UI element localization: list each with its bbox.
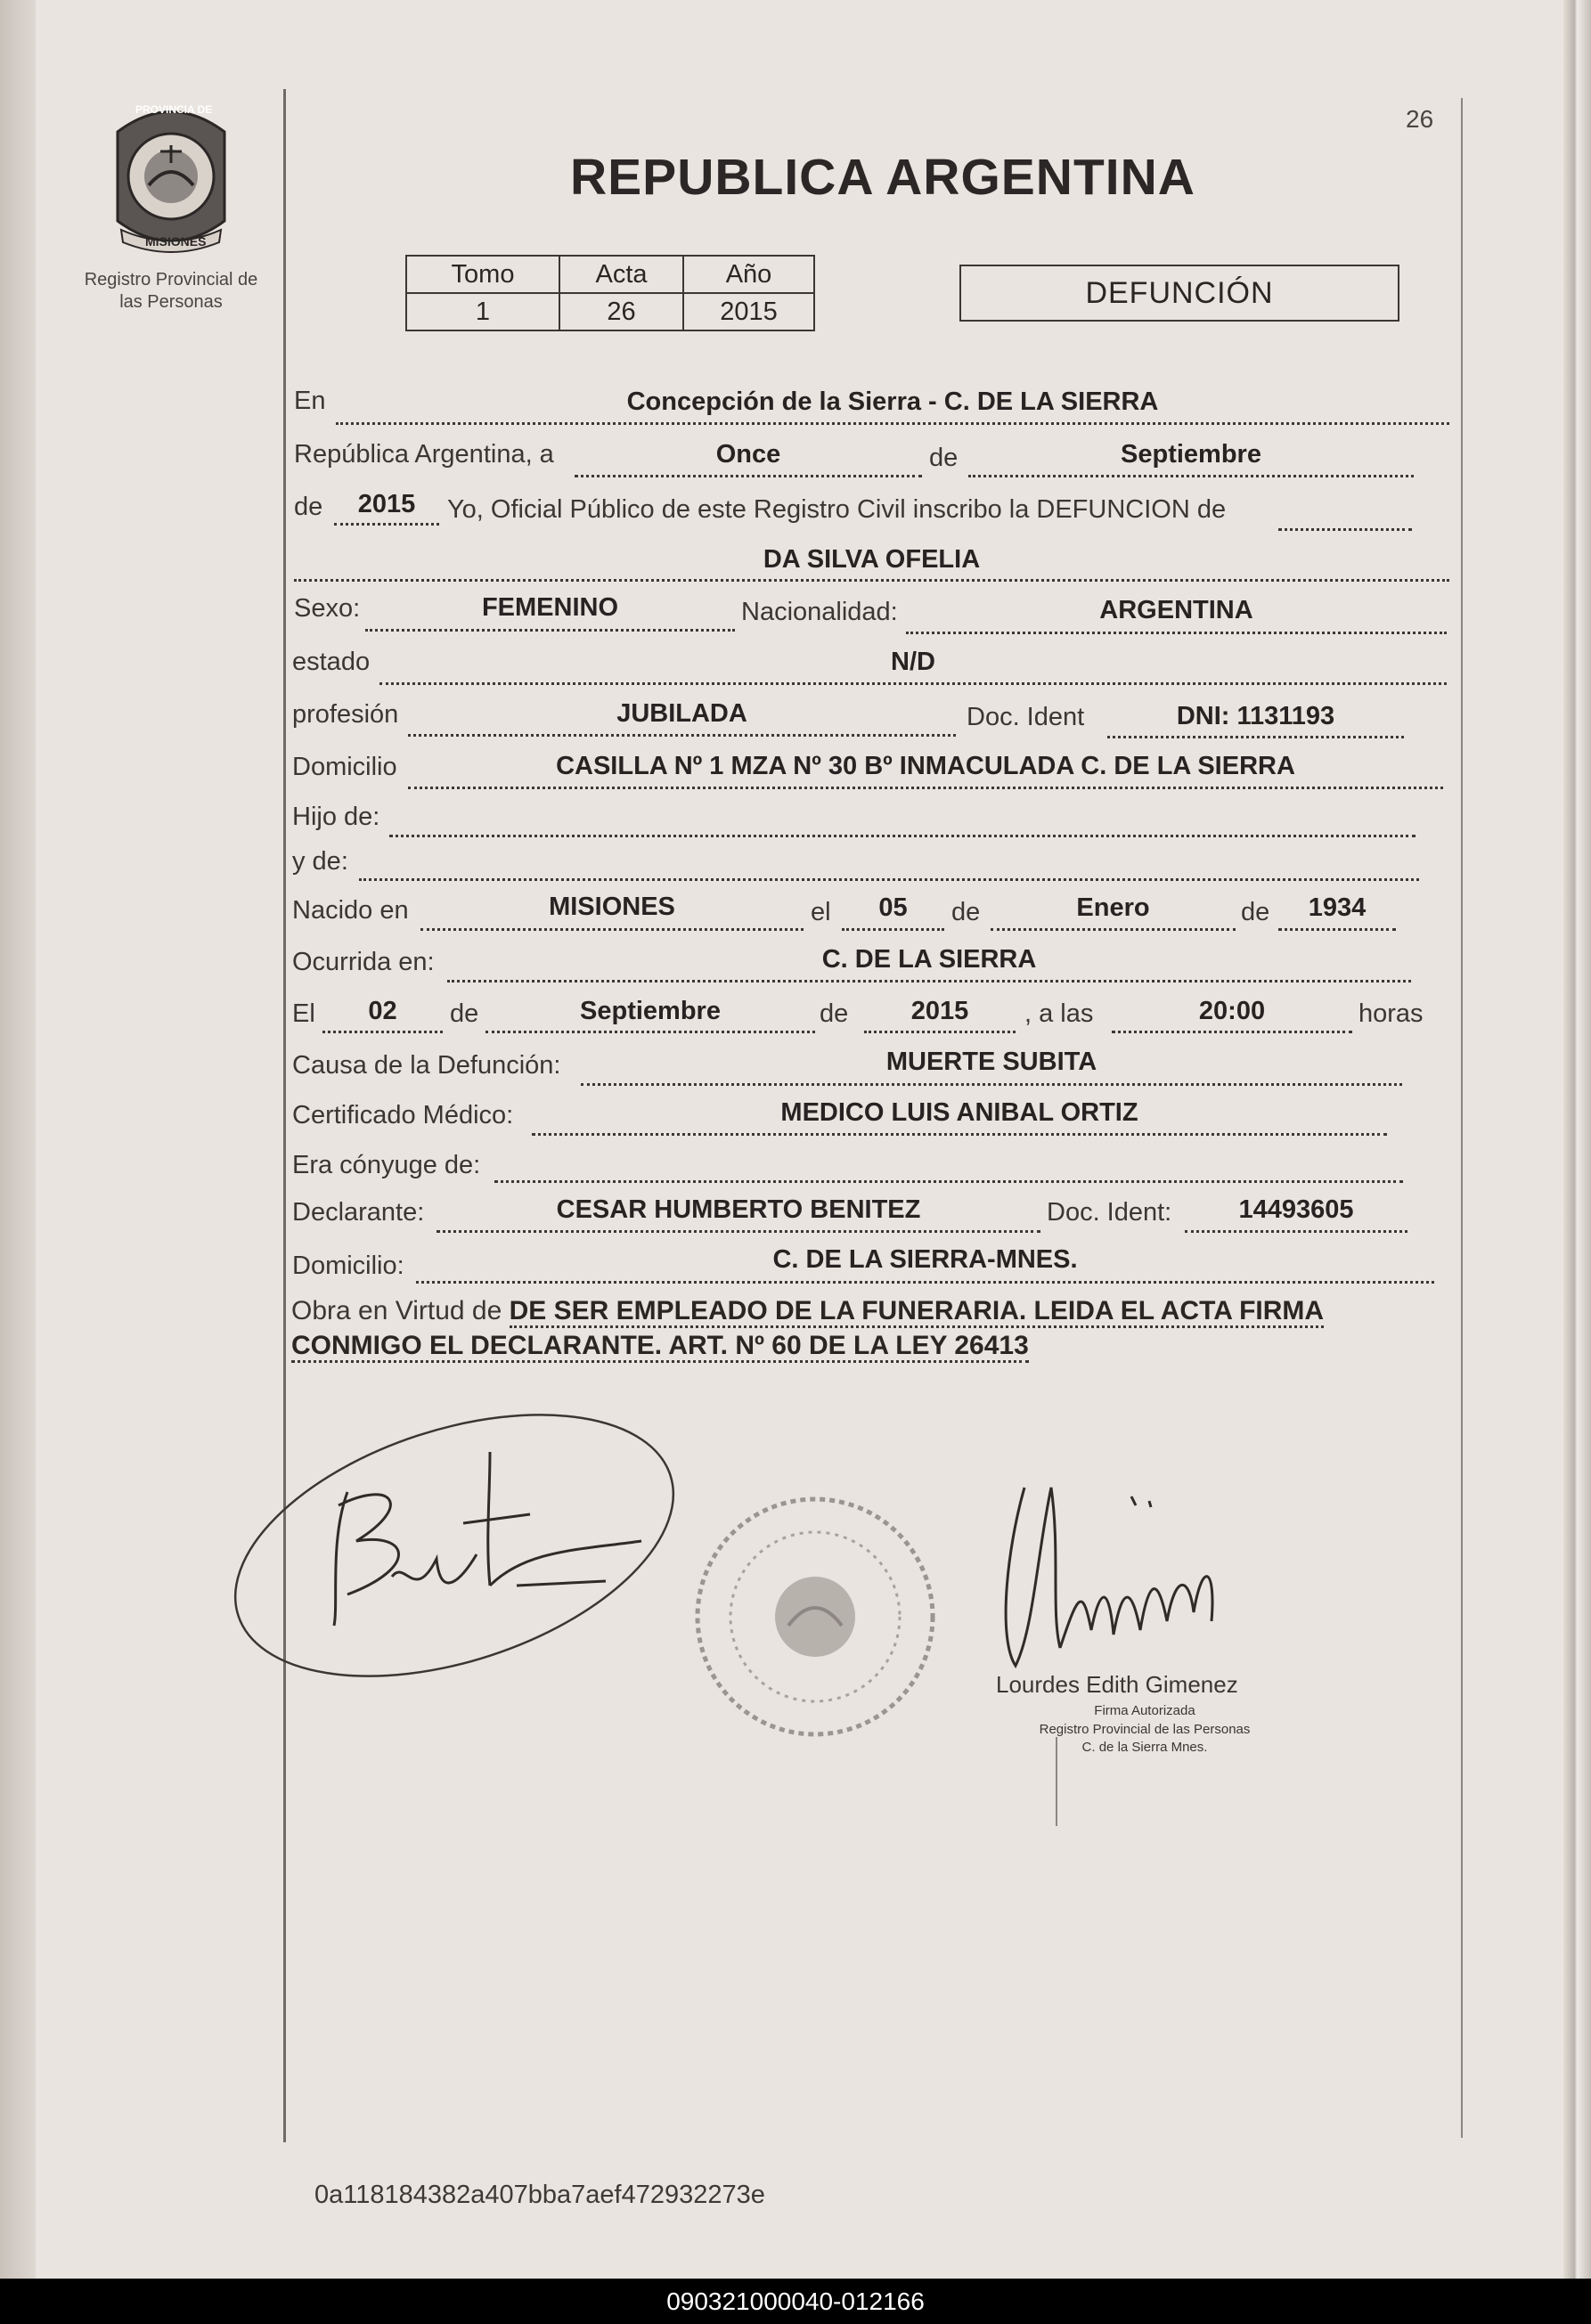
- footer-band: [0, 2279, 1591, 2324]
- certificado-label: Certificado Médico:: [292, 1101, 514, 1129]
- de-label-3: de: [951, 898, 981, 926]
- birth-day-line: [842, 928, 944, 931]
- sexo-line: [365, 629, 735, 632]
- official-title-3: C. de la Sierra Mnes.: [1081, 1740, 1208, 1755]
- birth-month-line: [991, 928, 1236, 931]
- domicilio-label: Domicilio: [292, 753, 397, 781]
- document-page: [36, 0, 1563, 2279]
- profesion-label: profesión: [292, 700, 399, 729]
- domicilio2-label: Domicilio:: [292, 1252, 404, 1280]
- profesion-value: JUBILADA: [616, 699, 747, 728]
- nacido-en-value: MISIONES: [549, 893, 675, 921]
- document-code: 0a118184382a407bba7aef472932273e: [314, 2181, 765, 2209]
- doc-ident-label: Doc. Ident: [967, 703, 1085, 731]
- declarante-label: Declarante:: [292, 1198, 425, 1227]
- record-table-value-row: [406, 293, 814, 330]
- month-value: Septiembre: [1121, 440, 1261, 469]
- signature-stroke-line: [1056, 1737, 1057, 1826]
- horas-label: horas: [1358, 999, 1424, 1028]
- death-time-line: [1112, 1031, 1352, 1033]
- seal-top-text: PROVINCIA DE: [135, 103, 213, 116]
- nacido-en-line: [420, 928, 804, 931]
- y-de-label: y de:: [292, 847, 348, 876]
- place-value: Concepción de la Sierra - C. DE LA SIERRA: [626, 387, 1159, 416]
- acta-header: Acta: [559, 256, 683, 293]
- ocurrida-value: C. DE LA SIERRA: [821, 945, 1037, 974]
- birth-day-value: 05: [878, 893, 908, 922]
- month-line: [968, 475, 1414, 477]
- anio-value: 2015: [683, 293, 814, 330]
- republica-label: República Argentina, a: [294, 440, 554, 469]
- de-label-1: de: [929, 444, 959, 472]
- y-de-line: [359, 878, 1419, 881]
- certificado-value: MEDICO LUIS ANIBAL ORTIZ: [780, 1098, 1138, 1127]
- declarante-value: CESAR HUMBERTO BENITEZ: [556, 1195, 921, 1224]
- ocurrida-line: [447, 980, 1411, 983]
- de-label-5: de: [450, 999, 479, 1028]
- obra-paragraph: [291, 1293, 1434, 1363]
- el-cap-label: El: [292, 999, 315, 1028]
- declarante-doc-line: [1185, 1230, 1407, 1233]
- de-label-6: de: [820, 999, 849, 1028]
- death-year-line: [864, 1031, 1016, 1033]
- el-label: el: [811, 898, 831, 926]
- official-name: Lourdes Edith Gimenez: [996, 1671, 1238, 1698]
- profesion-line: [408, 734, 956, 737]
- death-month-value: Septiembre: [580, 997, 721, 1025]
- obra-label: Obra en Virtud de: [291, 1296, 502, 1325]
- anio-header: Año: [683, 256, 814, 293]
- declarante-domicilio-value: C. DE LA SIERRA-MNES.: [772, 1245, 1078, 1274]
- domicilio-value: CASILLA Nº 1 MZA Nº 30 Bº INMACULADA C. DE LA SIERRA: [556, 752, 1295, 780]
- doc-ident-line: [1107, 736, 1404, 738]
- sexo-value: FEMENINO: [481, 593, 619, 622]
- year-value: 2015: [357, 490, 416, 518]
- death-month-line: [485, 1031, 815, 1033]
- day-line: [575, 475, 922, 477]
- conyuge-line: [494, 1180, 1403, 1183]
- de-label-4: de: [1241, 898, 1270, 926]
- provincial-seal-icon: [100, 96, 242, 257]
- sexo-label: Sexo:: [294, 594, 361, 623]
- logo-caption: [73, 269, 269, 314]
- seal-bottom-text: MISIONES: [145, 234, 207, 249]
- declarante-domicilio-line: [416, 1281, 1434, 1284]
- record-table-header-row: [406, 256, 814, 293]
- acta-value: 26: [559, 293, 683, 330]
- tomo-header: Tomo: [406, 256, 559, 293]
- tomo-value: 1: [406, 293, 559, 330]
- obra-value: DE SER EMPLEADO DE LA FUNERARIA. LEIDA EL ACTA FIRMA CONMIGO EL DECLARANTE. ART. Nº 60 DE LA LEY 26413: [291, 1296, 1324, 1363]
- page-right-edge: [1563, 0, 1591, 2279]
- causa-label: Causa de la Defunción:: [292, 1051, 561, 1080]
- official-title-2: Registro Provincial de las Personas: [1039, 1722, 1251, 1737]
- domicilio-line: [408, 787, 1443, 789]
- conyuge-label: Era cónyuge de:: [292, 1151, 481, 1179]
- de-label-2: de: [294, 493, 323, 521]
- logo-caption-line-1: Registro Provincial de: [84, 270, 258, 289]
- certificado-line: [532, 1133, 1387, 1136]
- official-title-1: Firma Autorizada: [1094, 1703, 1195, 1718]
- birth-year-value: 1934: [1308, 893, 1367, 922]
- page-left-edge: [0, 0, 36, 2279]
- statement-tail-line: [1278, 528, 1412, 531]
- estado-value: N/D: [891, 648, 935, 676]
- doc-ident2-label: Doc. Ident:: [1047, 1198, 1172, 1227]
- right-border-line: [1461, 98, 1463, 2138]
- record-type-box: DEFUNCIÓN: [959, 265, 1399, 322]
- doc-ident-value: DNI: 1131193: [1176, 702, 1335, 730]
- statement-text: Yo, Oficial Público de este Registro Civil inscribo la DEFUNCION de: [447, 495, 1227, 524]
- estado-line: [379, 682, 1447, 685]
- record-table: [405, 255, 815, 331]
- deceased-name-line: [294, 579, 1449, 582]
- causa-line: [581, 1083, 1402, 1086]
- footer-code: 090321000040-012166: [666, 2287, 925, 2315]
- official-signature: [998, 1470, 1310, 1701]
- page-number: 26: [1406, 105, 1434, 133]
- day-value: Once: [715, 440, 781, 469]
- declarant-signature: [223, 1398, 695, 1692]
- birth-year-line: [1278, 928, 1396, 931]
- en-label: En: [294, 387, 326, 415]
- death-day-value: 02: [368, 997, 397, 1025]
- declarante-line: [437, 1230, 1040, 1233]
- death-day-line: [322, 1031, 443, 1033]
- left-margin-line: [283, 89, 286, 2142]
- declarante-doc-value: 14493605: [1238, 1195, 1354, 1224]
- logo-caption-line-2: las Personas: [119, 292, 223, 312]
- death-time-value: 20:00: [1198, 997, 1266, 1025]
- ocurrida-label: Ocurrida en:: [292, 948, 435, 976]
- registry-stamp-icon: [681, 1483, 949, 1750]
- causa-value: MUERTE SUBITA: [885, 1048, 1097, 1076]
- hijo-de-label: Hijo de:: [292, 803, 380, 831]
- year-line: [334, 523, 439, 526]
- nacionalidad-value: ARGENTINA: [1099, 596, 1253, 624]
- birth-month-value: Enero: [1076, 893, 1150, 922]
- page-title: REPUBLICA ARGENTINA: [570, 149, 1195, 206]
- nacionalidad-line: [906, 632, 1447, 634]
- death-year-value: 2015: [910, 997, 969, 1025]
- nacido-en-label: Nacido en: [292, 896, 409, 925]
- estado-label: estado: [292, 648, 371, 676]
- a-las-label: , a las: [1024, 999, 1094, 1028]
- nacionalidad-label: Nacionalidad:: [741, 598, 898, 626]
- deceased-name-value: DA SILVA OFELIA: [763, 545, 981, 574]
- place-line: [336, 422, 1449, 425]
- hijo-de-line: [389, 835, 1416, 837]
